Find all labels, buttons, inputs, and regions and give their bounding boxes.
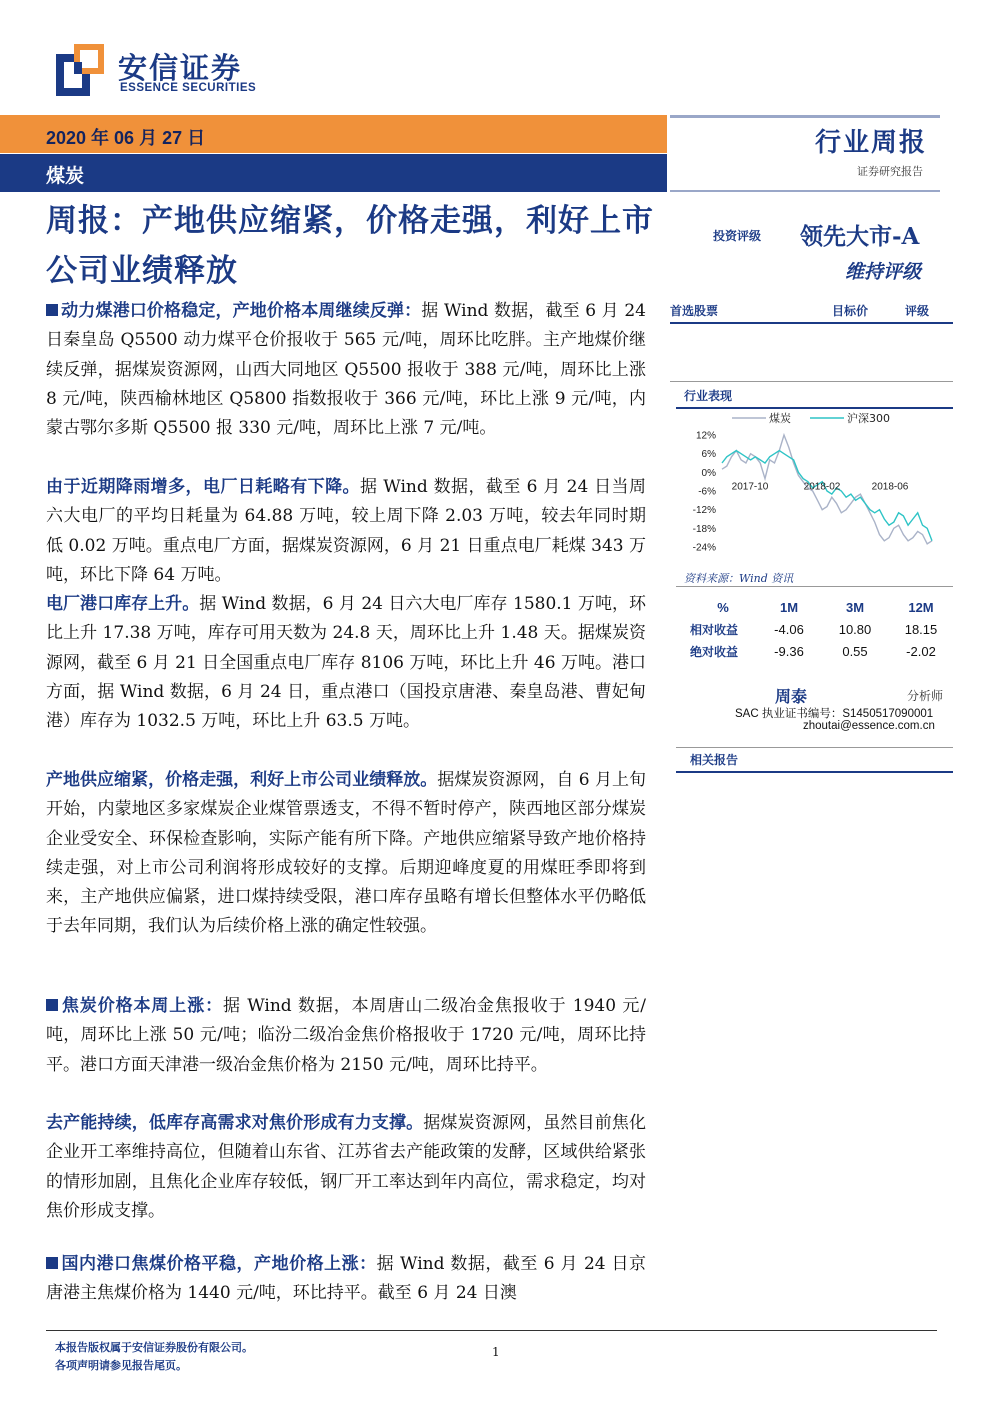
- body-paragraph: [46, 1109, 646, 1226]
- bullet-square-icon: [46, 304, 58, 316]
- table-cell: -4.06: [774, 621, 804, 637]
- body-paragraph: [46, 473, 646, 590]
- chart-source: 资料来源：Wind 资讯: [684, 572, 794, 585]
- table-header: 12M: [908, 599, 934, 615]
- bullet-square-icon: [46, 999, 58, 1011]
- paragraph-text: 据 Wind 数据，截至 6 月 24 日秦皇岛 Q5500 动力煤平仓价报收于 565 元/吨，周环比吃胖。主产地煤价继续反弹，据煤炭资源网，山西大同地区 Q5500 报收于 388 元/吨，周环比上涨 8 元/吨，陕西榆林地区 Q5800 指数报收于 366 元/吨，环比上涨 9 元/吨，内蒙古鄂尔多斯 Q5500 报 330 元/吨，周环比上涨 7 元/吨。: [46, 301, 646, 439]
- y-tick-label: 12%: [695, 430, 716, 442]
- y-tick-label: -12%: [692, 505, 716, 517]
- x-tick-label: 2017-10: [731, 481, 769, 493]
- y-tick-label: -18%: [692, 523, 716, 535]
- company-logo-icon: [56, 44, 104, 96]
- table-header: 3M: [845, 599, 865, 615]
- company-name-en: ESSENCE SECURITIES: [120, 82, 257, 94]
- report-type: 行业周报: [815, 128, 928, 158]
- row-label: 相对收益: [690, 622, 739, 637]
- table-header: %: [717, 599, 729, 615]
- sector-banner: [0, 154, 667, 192]
- sector-name: 煤炭: [46, 165, 85, 187]
- paragraph-lead: 去产能持续，低库存高需求对焦价形成有力支撑。: [46, 1113, 424, 1133]
- y-tick-label: -6%: [698, 486, 716, 498]
- analyst-name: 周泰: [775, 687, 808, 706]
- x-tick-label: 2018-06: [871, 481, 909, 493]
- paragraph-lead: 焦炭价格本周上涨：: [61, 996, 224, 1016]
- paragraph-text: 据 Wind 数据，截至 6 月 24 日当周六大电厂的平均日耗量为 64.88 万吨，较上周下降 2.03 万吨，较去年同时期低 0.02 万吨。重点电厂方面，据煤炭资源网，6 月 21 日重点电厂耗煤 343 万吨，环比下降 64 万吨。: [46, 477, 646, 585]
- related-reports-title: 相关报告: [690, 753, 739, 767]
- page-number: 1: [492, 1345, 500, 1359]
- analyst-role: 分析师: [907, 689, 944, 703]
- industry-performance-chart: [670, 409, 953, 569]
- rating-action: 维持评级: [845, 261, 922, 283]
- rating-value: 领先大市-A: [800, 223, 920, 250]
- legend-label: 沪深300: [847, 412, 890, 425]
- table-cell: 0.55: [842, 643, 868, 659]
- paragraph-lead: 动力煤港口价格稳定，产地价格本周继续反弹：: [61, 301, 422, 321]
- report-subtitle: 证券研究报告: [857, 165, 923, 178]
- returns-table: [690, 596, 954, 662]
- stock-pick-label: 首选股票: [670, 304, 719, 318]
- body-paragraph: [46, 766, 646, 942]
- paragraph-lead: 产地供应缩紧，价格走强，利好上市公司业绩释放。: [46, 770, 438, 790]
- series-line: [722, 451, 932, 541]
- table-cell: -9.36: [774, 643, 804, 659]
- footer-disclaimer: 各项声明请参见报告尾页。: [55, 1359, 187, 1372]
- analyst-email-link[interactable]: zhoutai@essence.com.cn: [803, 720, 935, 732]
- report-date: 2020 年 06 月 27 日: [46, 128, 206, 148]
- divider: [676, 586, 953, 587]
- table-cell: -2.02: [906, 643, 936, 659]
- table-row: [690, 618, 954, 640]
- analyst-sac-number: SAC 执业证书编号：S1450517090001: [735, 708, 934, 720]
- body-paragraph: [46, 992, 646, 1080]
- table-header: 1M: [779, 599, 799, 615]
- divider: [676, 771, 953, 773]
- table-row: [690, 640, 954, 662]
- x-tick-label: 2018-02: [803, 481, 841, 493]
- rating-label: 投资评级: [713, 229, 762, 243]
- y-tick-label: -24%: [692, 542, 716, 554]
- grade-label: 评级: [905, 304, 930, 318]
- footer-divider: [46, 1330, 937, 1331]
- performance-title: 行业表现: [684, 389, 733, 403]
- paragraph-text: 据 Wind 数据，6 月 24 日六大电厂库存 1580.1 万吨，环比上升 17.38 万吨，库存可用天数为 24.8 天，周环比上升 1.48 天。据煤炭资源网，截至 6 月 21 日全国重点电厂库存 8106 万吨，环比上升 46 万吨。港口方面，据 Wind 数据，6 月 24 日，重点港口（国投京唐港、秦皇岛港、曹妃甸港）库存为 1032.5 万吨，环比上升 63.5 万吨。: [46, 594, 646, 732]
- divider: [670, 190, 940, 192]
- legend-label: 煤炭: [769, 412, 791, 425]
- body-paragraph: [46, 1250, 646, 1309]
- divider: [676, 747, 953, 748]
- divider: [670, 115, 940, 118]
- target-price-label: 目标价: [832, 304, 869, 318]
- page-title: 周报：产地供应缩紧，价格走强，利好上市公司业绩释放: [46, 203, 654, 289]
- divider: [670, 381, 953, 382]
- paragraph-text: 据 Wind 数据，截至 6 月 24 日京唐港主焦煤价格为 1440 元/吨，环比持平。截至 6 月 24 日澳: [46, 1254, 646, 1304]
- table-header-row: [690, 596, 954, 618]
- paragraph-lead: 电厂港口库存上升。: [46, 594, 200, 614]
- footer-copyright: 本报告版权属于安信证券股份有限公司。: [55, 1341, 253, 1354]
- bullet-square-icon: [46, 1257, 58, 1269]
- paragraph-lead: 由于近期降雨增多，电厂日耗略有下降。: [46, 477, 361, 497]
- row-label: 绝对收益: [690, 644, 739, 659]
- table-cell: 18.15: [904, 621, 938, 637]
- body-paragraph: [46, 590, 646, 736]
- paragraph-text: 据煤炭资源网，自 6 月上旬开始，内蒙地区多家煤炭企业煤管票透支，不得不暂时停产，陕西地区部分煤炭企业受安全、环保检查影响，实际产能有所下降。产地供应缩紧导致产地价格持续走强，对上市公司利润将形成较好的支撑。后期迎峰度夏的用煤旺季即将到来，主产地供应偏紧，进口煤持续受限，港口库存虽略有增长但整体水平仍略低于去年同期，我们认为后续价格上涨的确定性较强。: [46, 770, 647, 937]
- paragraph-lead: 国内港口焦煤价格平稳，产地价格上涨：: [61, 1254, 377, 1274]
- paragraph-text: 据 Wind 数据，本周唐山二级冶金焦报收于 1940 元/吨，周环比上涨 50 元/吨；临汾二级冶金焦价格报收于 1720 元/吨，周环比持平。港口方面天津港一级冶金焦价格为 2150 元/吨，周环比持平。: [46, 996, 646, 1075]
- table-cell: 10.80: [838, 621, 872, 637]
- y-tick-label: 6%: [701, 449, 716, 461]
- paragraph-text: 据煤炭资源网，虽然目前焦化企业开工率维持高位，但随着山东省、江苏省去产能政策的发酵，区域供给紧张的情形加剧，且焦化企业库存较低，钢厂开工率达到年内高位，需求稳定，均对焦价形成支撑。: [46, 1113, 646, 1221]
- y-tick-label: 0%: [701, 467, 716, 479]
- body-paragraph: [46, 297, 646, 443]
- company-name-cn: 安信证券: [118, 51, 243, 85]
